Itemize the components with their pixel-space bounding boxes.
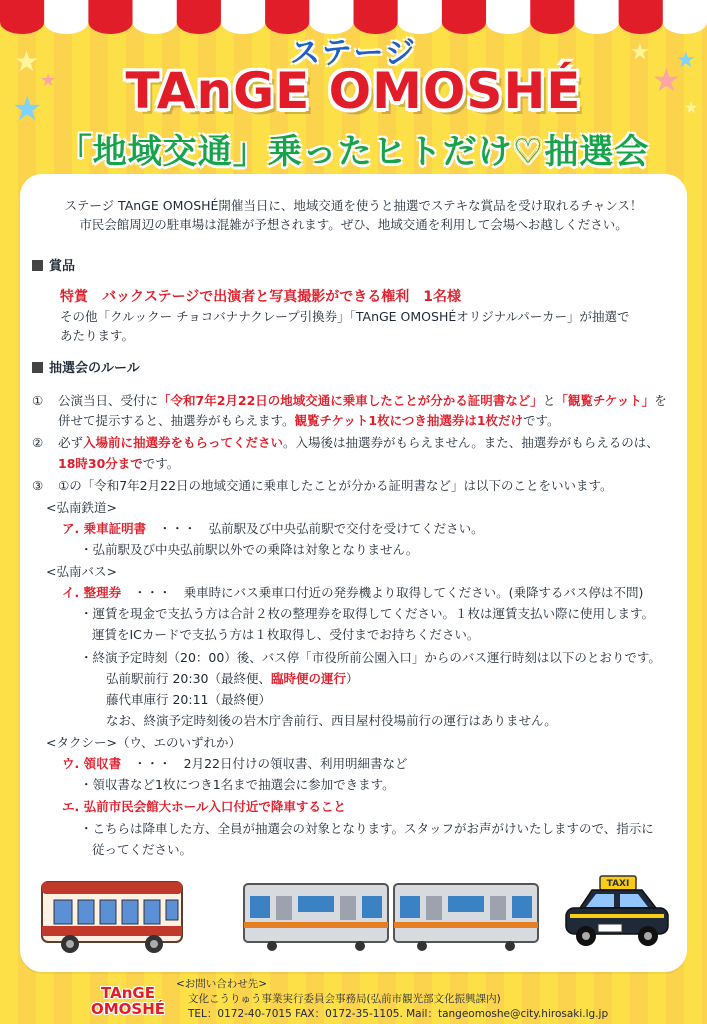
item-i-note-1: ・運賃を現金で支払う方は合計２枚の整理券を取得してください。１枚は運賃支払い際に使用します。 (80, 606, 655, 621)
bus-illustration (38, 874, 188, 956)
intro-line-1: ステージ TAnGE OMOSHÉ開催当日に、地域交通を使うと抽選でステキな賞品を受け取れるチャンス！ (64, 198, 643, 213)
star-icon: ★ (12, 89, 43, 129)
other-prizes-line-1: その他「クルックー チョコバナナクレープ引換券」「TAnGE OMOSHÉオリジナルパーカー」が抽選で (60, 309, 630, 324)
footer-logo: TAnGE OMOSHÉ (90, 984, 166, 1018)
rule-2-line-2: 18時30分までです。 (58, 456, 180, 471)
train-illustration (242, 878, 542, 952)
rule-2-number: ② (32, 435, 44, 450)
taxi-illustration (562, 874, 672, 956)
contact-details: TEL：0172-40-7015 FAX：0172-35-1105. Mail：tangeomoshe@city.hirosaki.lg.jp (188, 1008, 609, 1020)
star-icon: ★ (684, 98, 699, 117)
stage-label: ステージ (290, 36, 417, 71)
star-icon: ★ (630, 40, 650, 65)
bus-time-fujishiro: 藤代車庫行 20:11（最終便） (106, 692, 271, 707)
item-e-note-1: ・こちらは降車した方、全員が抽選会の対象となります。スタッフがお声がけいたしますので、指示に (80, 821, 654, 836)
special-prize: 特賞 バックステージで出演者と写真撮影ができる権利 1名様 (60, 289, 462, 305)
item-u: ウ. 領収書 ・・・ 2月22日付けの領収書、利用明細書など (62, 756, 408, 771)
rule-1-line-1: 公演当日、受付に「令和7年2月22日の地域交通に乗車したことが分かる証明書など」と「観覧チケット」を (58, 393, 667, 408)
star-icon: ★ (14, 45, 40, 78)
contact-label: <お問い合わせ先> (176, 978, 268, 990)
item-a-note: ・弘前駅及び中央弘前駅以外での乗降は対象となりません。 (80, 542, 419, 557)
item-i-note-4: なお、終演予定時刻後の岩木庁舎前行、西目屋村役場前行の運行はありません。 (106, 713, 557, 728)
star-icon: ★ (652, 61, 681, 99)
item-i: イ. 整理券 ・・・ 乗車時にバス乗車口付近の発券機より取得してください。(乗降するバス停は不問) (62, 585, 644, 600)
item-a: ア. 乗車証明書 ・・・ 弘前駅及び中央弘前駅で交付を受けてください。 (62, 521, 484, 536)
rule-3-line: ①の「令和7年2月22日の地域交通に乗車したことが分かる証明書など」は以下のことをいいます。 (58, 478, 613, 493)
item-i-note-2: 運賃をICカードで支払う方は１枚取得し、受付までお持ちください。 (92, 627, 480, 642)
event-logo: TAnGE OMOSHÉ (125, 62, 582, 120)
rules-heading: 抽選会のルール (32, 360, 140, 378)
item-i-note-3: ・終演予定時刻（20：00）後、バス停「市役所前公園入口」からのバス運行時刻は以下のとおりです。 (80, 650, 661, 665)
header (0, 28, 707, 178)
rule-1-line-2: 併せて提示すると、抽選券がもらえます。観覧チケット1枚につき抽選券は1枚だけです。 (58, 413, 560, 428)
content-panel (20, 174, 687, 972)
prizes-heading: 賞品 (32, 258, 75, 276)
rule-2-line-1: 必ず入場前に抽選券をもらってください。入場後は抽選券がもらえません。また、抽選券がもらえるのは、 (58, 435, 659, 450)
item-u-note: ・領収書など1枚につき1名まで抽選会に参加できます。 (80, 777, 395, 792)
intro-line-2: 市民会館周辺の駐車場は混雑が予想されます。ぜひ、地域交通を利用して会場へお越しください。 (79, 217, 628, 232)
item-e: エ. 弘前市民会館大ホール入口付近で降車すること (62, 799, 346, 814)
star-icon: ★ (676, 48, 696, 73)
square-bullet-icon (32, 362, 43, 373)
rule-1-number: ① (32, 393, 44, 408)
konan-railway-heading: <弘南鉄道> (46, 500, 117, 515)
konan-bus-heading: <弘南バス> (46, 564, 117, 579)
office-name: 文化こうりゅう事業実行委員会事務局(弘前市観光部文化振興課内) (188, 993, 501, 1005)
footer (0, 976, 707, 1024)
page-title: 「地域交通」乗ったヒトだけ♡抽選会 (57, 132, 650, 172)
star-icon: ★ (40, 70, 57, 91)
square-bullet-icon (32, 260, 43, 271)
item-e-note-2: 従ってください。 (92, 842, 193, 857)
other-prizes-line-2: あたります。 (60, 328, 135, 343)
taxi-sign-text: TAXI (606, 879, 630, 889)
taxi-heading: <タクシー>（ウ、エのいずれか） (46, 735, 241, 750)
rule-3-number: ③ (32, 478, 44, 493)
bus-time-hirosaki: 弘前駅前行 20:30（最終便、臨時便の運行） (106, 671, 359, 686)
